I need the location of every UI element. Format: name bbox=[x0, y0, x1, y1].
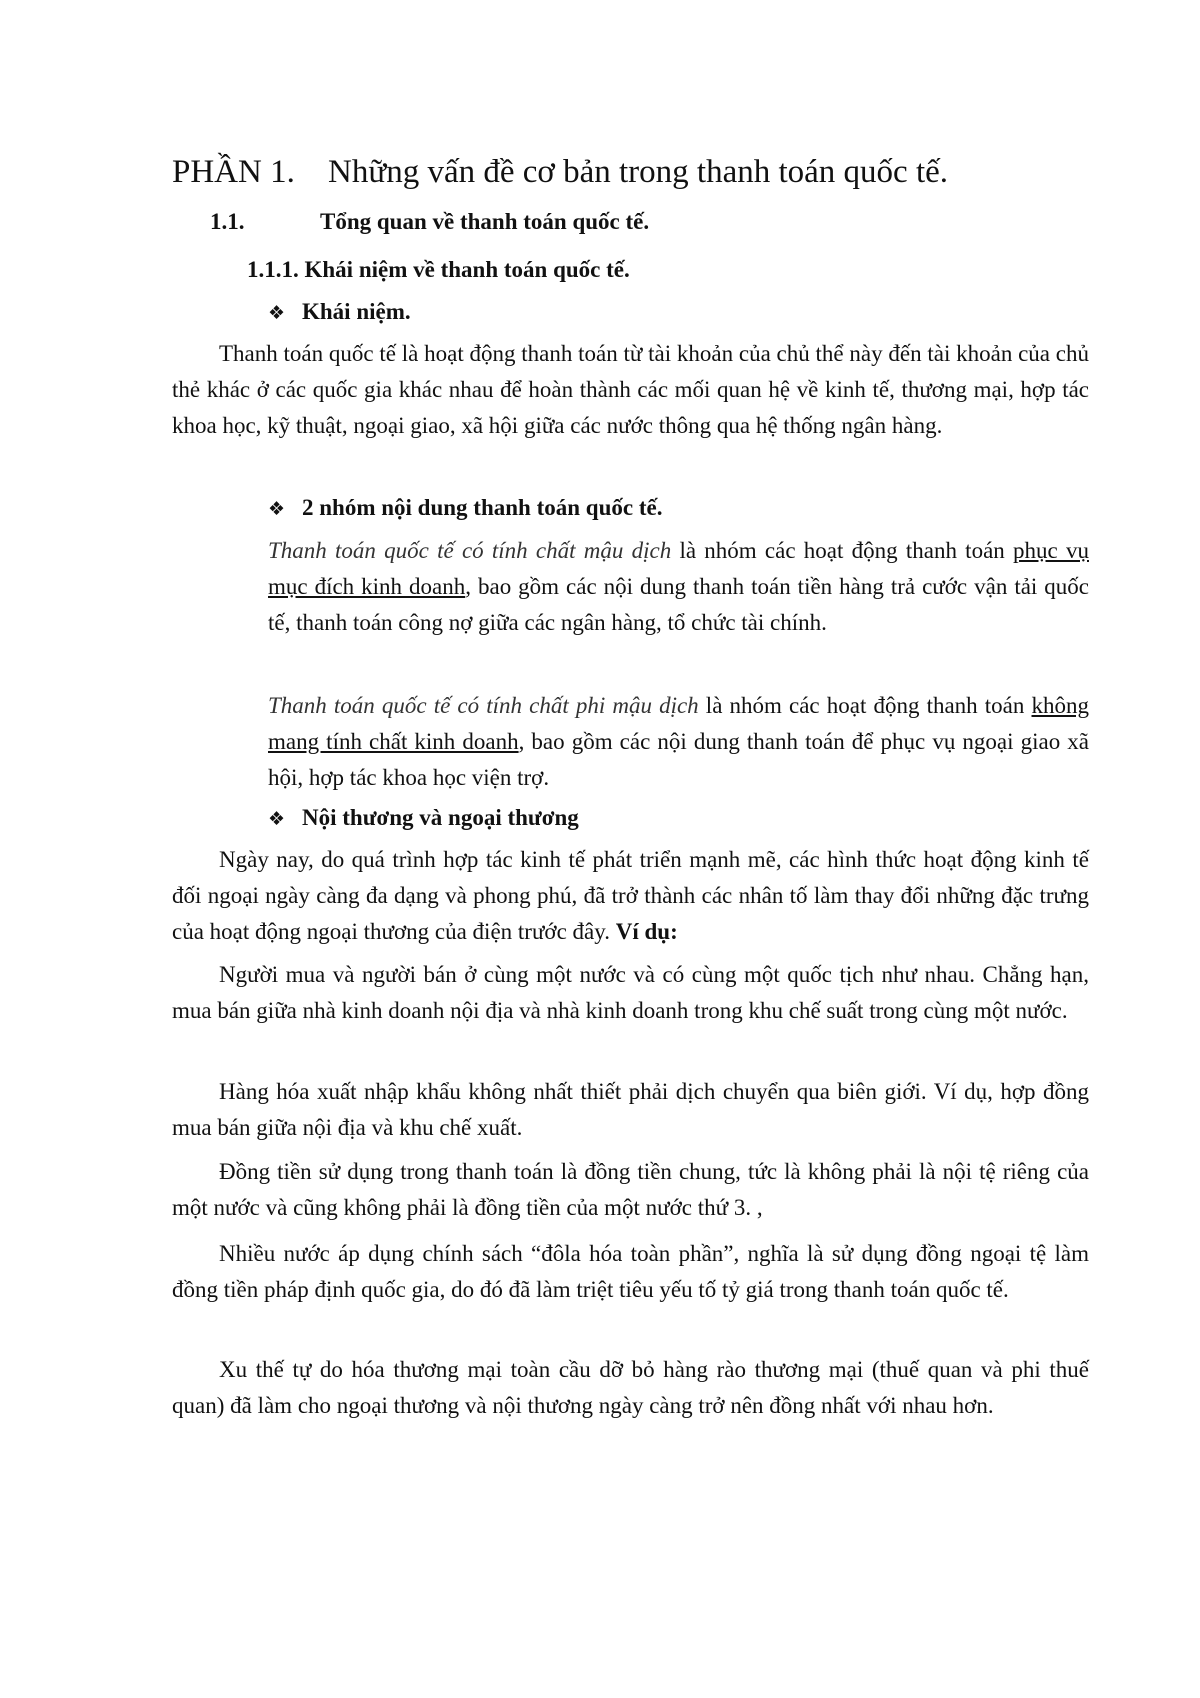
paragraph-liberalization-text: Xu thế tự do hóa thương mại toàn cầu dỡ bỏ hàng rào thương mại (thuế quan và phi thuế quan) đã làm cho ngoại thương và nội thương ngày càng trở nên đồng nhất với nhau hơn. bbox=[172, 1357, 1089, 1418]
paragraph-dollarization bbox=[172, 1236, 1089, 1308]
heading-section-number: 1.1. bbox=[210, 209, 245, 234]
paragraph-buyer-seller bbox=[172, 957, 1089, 1029]
trade-payment-mid: là nhóm các hoạt động thanh toán bbox=[671, 538, 1014, 563]
trade-payment-purpose: phục vụ mục đích kinh doanh bbox=[268, 538, 1089, 599]
paragraph-dollarization-text: Nhiều nước áp dụng chính sách “đôla hóa toàn phần”, nghĩa là sử dụng đồng ngoại tệ làm đồng tiền pháp định quốc gia, do đó đã làm triệt tiêu yếu tố tỷ giá trong thanh toán quốc tế. bbox=[172, 1241, 1089, 1302]
paragraph-concept-text: Thanh toán quốc tế là hoạt động thanh toán từ tài khoản của chủ thể này đến tài khoản của chủ thẻ khác ở các quốc gia khác nhau để hoàn thành các mối quan hệ về kinh tế, thương mại, hợp tác khoa học, kỹ thuật, ngoại giao, xã hội giữa các nước thông qua hệ thống ngân hàng. bbox=[172, 341, 1089, 438]
diamond-bullet-icon: ❖ bbox=[268, 302, 286, 324]
paragraph-currency-text: Đồng tiền sử dụng trong thanh toán là đồng tiền chung, tức là không phải là nội tệ riêng của một nước và cũng không phải là đồng tiền của một nước thứ 3. , bbox=[172, 1159, 1089, 1220]
heading-subsection-title: Khái niệm về thanh toán quốc tế. bbox=[304, 257, 630, 282]
bullet-domestic-foreign-label: Nội thương và ngoại thương bbox=[302, 805, 579, 830]
paragraph-concept bbox=[172, 336, 1089, 444]
paragraph-currency bbox=[172, 1154, 1089, 1226]
heading-part-1 bbox=[172, 152, 948, 192]
paragraph-liberalization bbox=[172, 1352, 1089, 1424]
heading-section-1-1 bbox=[210, 207, 649, 237]
paragraph-trade-payment bbox=[268, 533, 1089, 641]
heading-part-title: Những vấn đề cơ bản trong thanh toán quốc tế. bbox=[328, 154, 949, 190]
bullet-two-groups bbox=[268, 493, 662, 524]
example-label: Ví dụ: bbox=[615, 919, 678, 944]
bullet-concept-label: Khái niệm. bbox=[302, 299, 411, 324]
heading-section-title: Tổng quan về thanh toán quốc tế. bbox=[320, 209, 650, 234]
heading-part-number: PHẦN 1. bbox=[172, 154, 295, 190]
paragraph-buyer-seller-text: Người mua và người bán ở cùng một nước và có cùng một quốc tịch như nhau. Chẳng hạn, mua bán giữa nhà kinh doanh nội địa và nhà kinh doanh trong khu chế suất trong cùng một nước. bbox=[172, 962, 1089, 1023]
trade-payment-term: Thanh toán quốc tế có tính chất mậu dịch bbox=[268, 538, 672, 563]
nontrade-payment-rest: , bao gồm các nội dung thanh toán để phục vụ ngoại giao xã hội, hợp tác khoa học viện trợ. bbox=[268, 729, 1089, 790]
trade-payment-rest: , bao gồm các nội dung thanh toán tiền hàng trả cước vận tải quốc tế, thanh toán công nợ giữa các ngân hàng, tổ chức tài chính. bbox=[268, 574, 1089, 635]
nontrade-payment-mid: là nhóm các hoạt động thanh toán bbox=[698, 693, 1032, 718]
diamond-bullet-icon: ❖ bbox=[268, 808, 286, 830]
diamond-bullet-icon: ❖ bbox=[268, 498, 286, 520]
nontrade-payment-purpose: không mang tính chất kinh doanh bbox=[268, 693, 1089, 754]
bullet-domestic-foreign bbox=[268, 803, 579, 834]
heading-subsection-number: 1.1.1. bbox=[247, 257, 299, 282]
heading-subsection-1-1-1 bbox=[247, 255, 630, 285]
paragraph-nontrade-payment bbox=[268, 688, 1089, 796]
bullet-two-groups-label: 2 nhóm nội dung thanh toán quốc tế. bbox=[302, 495, 663, 520]
paragraph-nowadays-text: Ngày nay, do quá trình hợp tác kinh tế phát triển mạnh mẽ, các hình thức hoạt động kinh tế đối ngoại ngày càng đa dạng và phong phú, đã trở thành các nhân tố làm thay đổi những đặc trưng của hoạt động ngoại thương của điện trước đây. bbox=[172, 847, 1089, 944]
paragraph-nowadays bbox=[172, 842, 1089, 950]
nontrade-payment-term: Thanh toán quốc tế có tính chất phi mậu dịch bbox=[268, 693, 699, 718]
paragraph-goods-text: Hàng hóa xuất nhập khẩu không nhất thiết phải dịch chuyển qua biên giới. Ví dụ, hợp đồng mua bán giữa nội địa và khu chế xuất. bbox=[172, 1079, 1089, 1140]
paragraph-goods bbox=[172, 1074, 1089, 1146]
bullet-concept bbox=[268, 297, 411, 328]
